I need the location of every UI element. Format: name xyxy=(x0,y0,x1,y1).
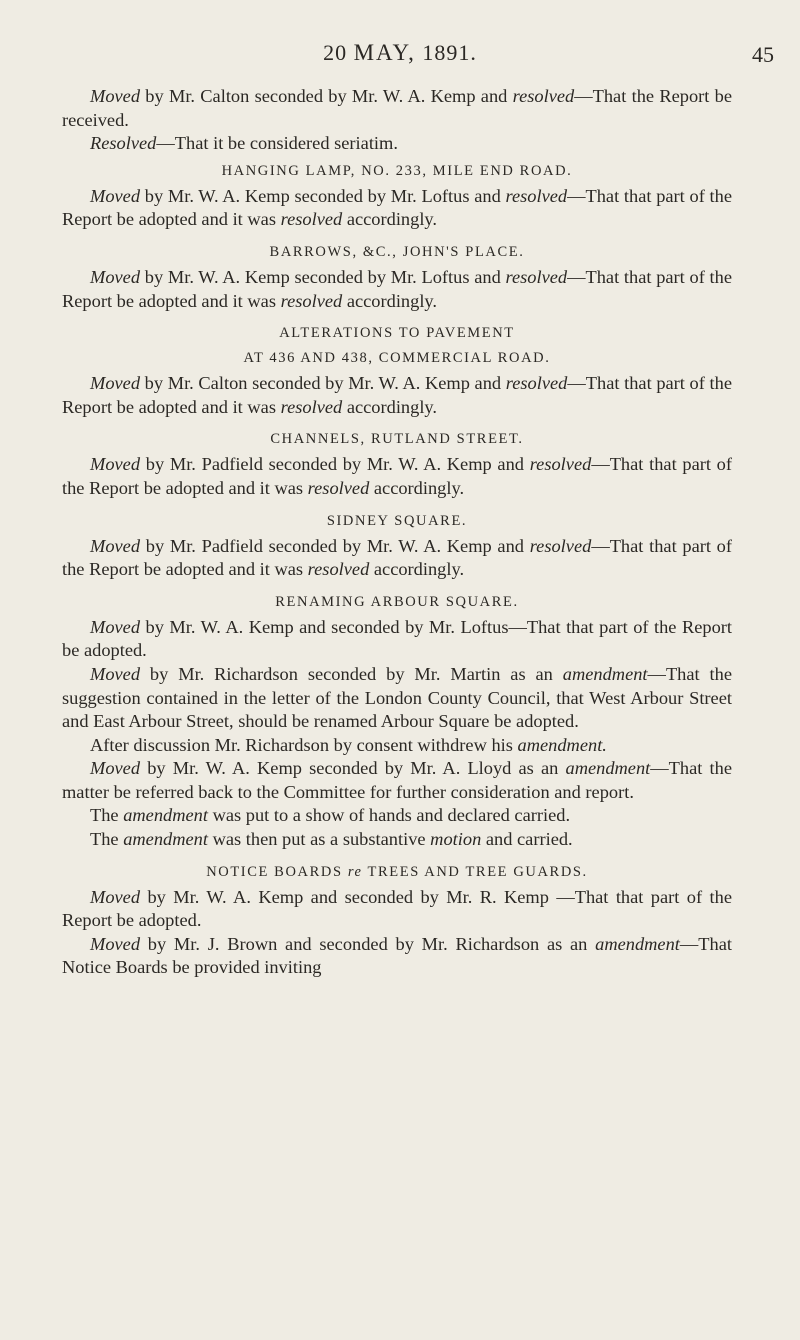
section-heading xyxy=(62,428,732,450)
italic-text: amendment xyxy=(123,805,208,826)
section-heading xyxy=(62,861,732,883)
text-run: and carried. xyxy=(481,829,573,850)
italic-text: resolved xyxy=(280,209,343,230)
italic-text: resolved xyxy=(529,535,592,556)
text-run: SIDNEY SQUARE. xyxy=(326,512,468,529)
text-run: by Mr. W. A. Kemp seconded by Mr. Loftus and xyxy=(140,266,506,287)
text-run: —That that part of the Report be adopted and it was xyxy=(62,454,733,498)
italic-text: Moved xyxy=(90,373,141,394)
text-run: by Mr. J. Brown and seconded by Mr. Richardson as an xyxy=(140,933,596,954)
text-run: —That that part of the Report be adopted and it was xyxy=(62,266,732,311)
paragraph xyxy=(62,372,732,419)
header-month: MAY, xyxy=(353,40,416,65)
section-heading xyxy=(62,241,732,263)
text-run: CHANNELS, RUTLAND STREET. xyxy=(270,431,524,448)
italic-text: amendment xyxy=(565,758,651,779)
italic-text: Moved xyxy=(90,663,141,684)
text-run: by Mr. Calton seconded by Mr. W. A. Kemp and xyxy=(140,373,506,394)
page-number: 45 xyxy=(752,42,774,67)
text-run: ALTERATIONS TO PAVEMENT xyxy=(279,325,515,342)
italic-text: resolved xyxy=(307,477,370,498)
italic-text: Moved xyxy=(90,535,141,556)
text-run: accordingly. xyxy=(342,290,438,311)
text-run: After discussion Mr. Richardson by consent withdrew his xyxy=(90,734,518,755)
text-run: —That the suggestion contained in the letter of the London County Council, that West Arbour Street and East Arbour Street, should be renamed Arbour Square be adopted. xyxy=(62,663,732,732)
text-run: —That that part of the Report be adopted and it was xyxy=(62,535,733,580)
text-run: accordingly. xyxy=(342,209,438,230)
text-run: —That it be considered seriatim. xyxy=(156,133,398,154)
italic-text: resolved xyxy=(280,396,343,417)
paragraph xyxy=(62,132,732,156)
page-header xyxy=(0,40,800,80)
paragraph xyxy=(62,85,732,132)
italic-text: motion xyxy=(430,829,482,850)
text-run: by Mr. Padfield seconded by Mr. W. A. Kemp and xyxy=(140,535,530,556)
header-day: 20 xyxy=(323,40,348,65)
text-run: The xyxy=(90,829,124,850)
text-run: The xyxy=(90,805,124,826)
italic-text: Moved xyxy=(90,185,141,206)
text-run: —That the matter be referred back to the Committee for further consideration and report. xyxy=(62,758,732,802)
text-run: —That that part of the Report be adopted and it was xyxy=(62,373,732,417)
italic-text: Moved xyxy=(90,616,141,637)
text-run: was put to a show of hands and declared carried. xyxy=(207,805,571,826)
text-run: by Mr. Padfield seconded by Mr. W. A. Kemp and xyxy=(140,454,530,475)
section-heading xyxy=(62,347,732,369)
paragraph xyxy=(62,663,732,734)
paragraph xyxy=(62,185,732,232)
text-run: by Mr. Richardson seconded by Mr. Martin as an xyxy=(140,663,563,684)
italic-text: Resolved xyxy=(90,133,157,154)
text-run: HANGING LAMP, NO. 233, MILE END ROAD. xyxy=(221,162,573,179)
text-run: TREES AND TREE GUARDS. xyxy=(362,863,588,880)
italic-text: Moved xyxy=(90,758,141,779)
italic-text: resolved xyxy=(505,266,568,287)
text-run: by Mr. W. A. Kemp and seconded by Mr. R. Kemp —That that part of the Report be adopted. xyxy=(62,886,732,931)
text-run: by Mr. W. A. Kemp seconded by Mr. Loftus and xyxy=(140,185,506,206)
paragraph xyxy=(62,757,732,804)
italic-text: re xyxy=(347,863,363,880)
header-year: 1891. xyxy=(422,40,477,65)
text-run: accordingly. xyxy=(369,477,465,498)
paragraph xyxy=(62,828,732,852)
italic-text: resolved xyxy=(280,290,343,311)
italic-text: resolved xyxy=(512,86,575,106)
text-run: by Mr. W. A. Kemp seconded by Mr. A. Lloyd as an xyxy=(140,758,566,779)
italic-text: amendment xyxy=(562,663,648,684)
section-heading xyxy=(62,591,732,613)
text-run: by Mr. W. A. Kemp and seconded by Mr. Loftus—That that part of the Report be adopted. xyxy=(62,616,732,661)
text-run: NOTICE BOARDS xyxy=(206,863,348,880)
paragraph xyxy=(62,266,732,313)
italic-text: amendment xyxy=(595,933,680,954)
text-run: BARROWS, &C., JOHN'S PLACE. xyxy=(269,243,525,260)
italic-text: Moved xyxy=(90,454,141,475)
text-run: —That Notice Boards be provided inviting xyxy=(62,933,732,978)
italic-text: resolved xyxy=(505,373,568,394)
italic-text: Moved xyxy=(90,86,141,106)
text-run: accordingly. xyxy=(342,396,438,417)
italic-text: resolved xyxy=(529,454,592,475)
text-run: by Mr. Calton seconded by Mr. W. A. Kemp and xyxy=(140,86,513,106)
italic-text: amendment. xyxy=(517,734,607,755)
italic-text: Moved xyxy=(90,886,141,907)
paragraph xyxy=(62,886,732,933)
italic-text: resolved xyxy=(307,559,370,580)
paragraph xyxy=(62,453,732,500)
text-run: RENAMING ARBOUR SQUARE. xyxy=(275,593,519,610)
running-title xyxy=(0,40,800,66)
italic-text: Moved xyxy=(90,266,141,287)
italic-text: Moved xyxy=(90,933,141,954)
paragraph xyxy=(62,933,732,980)
italic-text: resolved xyxy=(505,185,568,206)
paragraph xyxy=(62,734,732,758)
text-run: accordingly. xyxy=(369,559,465,580)
text-run: —That the Report be received. xyxy=(62,86,732,130)
text-run: —That that part of the Report be adopted and it was xyxy=(62,185,732,230)
paragraph xyxy=(62,804,732,828)
section-heading xyxy=(62,322,732,344)
italic-text: amendment xyxy=(123,829,208,850)
minutes-body xyxy=(62,85,732,980)
paragraph xyxy=(62,535,732,582)
paragraph xyxy=(62,616,732,663)
section-heading xyxy=(62,160,732,182)
text-run: was then put as a substantive xyxy=(207,829,431,850)
section-heading xyxy=(62,510,732,532)
text-run: AT 436 AND 438, COMMERCIAL ROAD. xyxy=(243,350,551,367)
